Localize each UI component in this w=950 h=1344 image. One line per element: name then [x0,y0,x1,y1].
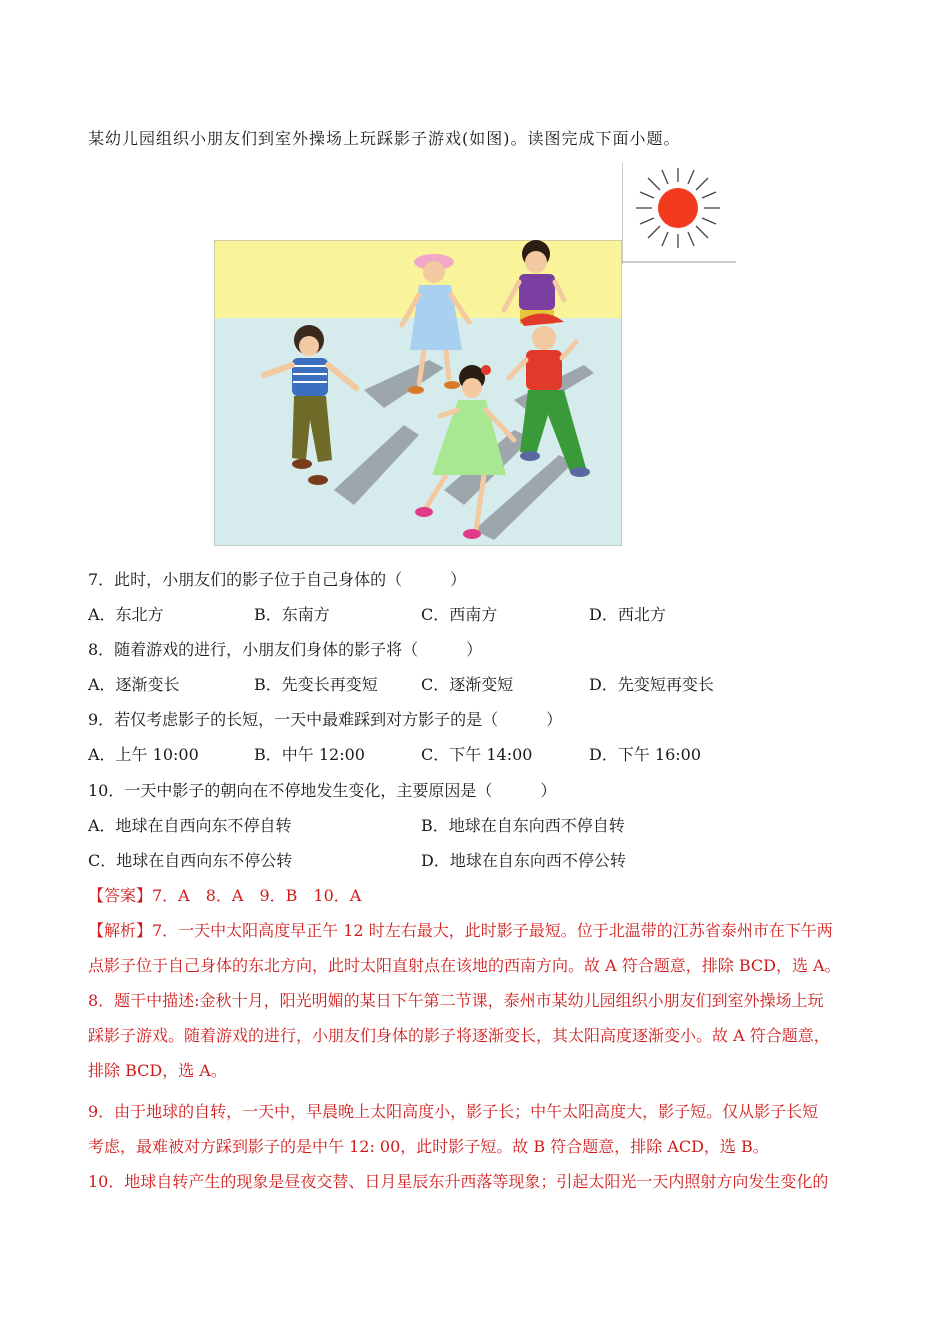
question-7-option-d: D．西北方 [589,605,666,624]
question-10-option-d: D．地球在自东向西不停公转 [421,851,626,870]
question-9-option-c: C．下午 14:00 [421,745,533,764]
analysis-line: 9．由于地球的自转，一天中，早晨晚上太阳高度小，影子长；中午太阳高度大，影子短。仅从影子长短 [88,1102,819,1121]
analysis-line: 排除 BCD，选 A。 [88,1061,227,1080]
analysis-line: 点影子位于自己身体的东北方向，此时太阳直射点在该地的西南方向。故 A 符合题意，排除 BCD，选 A。 [88,956,841,975]
question-8-option-a: A．逐渐变长 [88,675,180,694]
analysis-line: 踩影子游戏。随着游戏的进行，小朋友们身体的影子将逐渐变长，其太阳高度逐渐变小。故 A 符合题意， [88,1026,830,1045]
question-7-option-c: C．西南方 [421,605,498,624]
analysis-line: 考虑，最难被对方踩到影子的是中午 12: 00，此时影子短。故 B 符合题意，排除 ACD，选 B。 [88,1137,769,1156]
question-10-option-b: B．地球在自东向西不停自转 [421,816,625,835]
question-8-option-c: C．逐渐变短 [421,675,514,694]
analysis-line: 【解析】7．一天中太阳高度早正午 12 时左右最大，此时影子最短。位于北温带的江苏省泰州市在下午两 [88,921,833,940]
question-7-option-a: A．东北方 [88,605,164,624]
question-10-stem: 10．一天中影子的朝向在不停地发生变化，主要原因是（ ） [88,781,557,800]
question-10-option-a: A．地球在自西向东不停自转 [88,816,292,835]
intro-text: 某幼儿园组织小朋友们到室外操场上玩踩影子游戏(如图)。读图完成下面小题。 [88,129,681,148]
sun-icon [622,160,736,264]
question-9-option-d: D．下午 16:00 [589,745,702,764]
question-9-stem: 9．若仅考虑影子的长短，一天中最难踩到对方影子的是（ ） [88,710,563,729]
question-7-stem: 7．此时，小朋友们的影子位于自己身体的（ ） [88,570,467,589]
question-8-option-b: B．先变长再变短 [254,675,378,694]
question-9-option-b: B．中午 12:00 [254,745,365,764]
answer-line: 【答案】7．A 8．A 9．B 10．A [88,886,362,905]
question-10-option-c: C．地球在自西向东不停公转 [88,851,293,870]
question-9-option-a: A．上午 10:00 [88,745,199,764]
question-7-option-b: B．东南方 [254,605,330,624]
analysis-line: 10．地球自转产生的现象是昼夜交替、日月星辰东升西落等现象；引起太阳光一天内照射方向发生变化的 [88,1172,829,1191]
question-8-option-d: D．先变短再变长 [589,675,714,694]
question-8-stem: 8．随着游戏的进行，小朋友们身体的影子将（ ） [88,640,483,659]
children-shadow-game-illustration [214,240,622,546]
analysis-line: 8．题干中描述:金秋十月，阳光明媚的某日下午第二节课，泰州市某幼儿园组织小朋友们到室外操场上玩 [88,991,824,1010]
